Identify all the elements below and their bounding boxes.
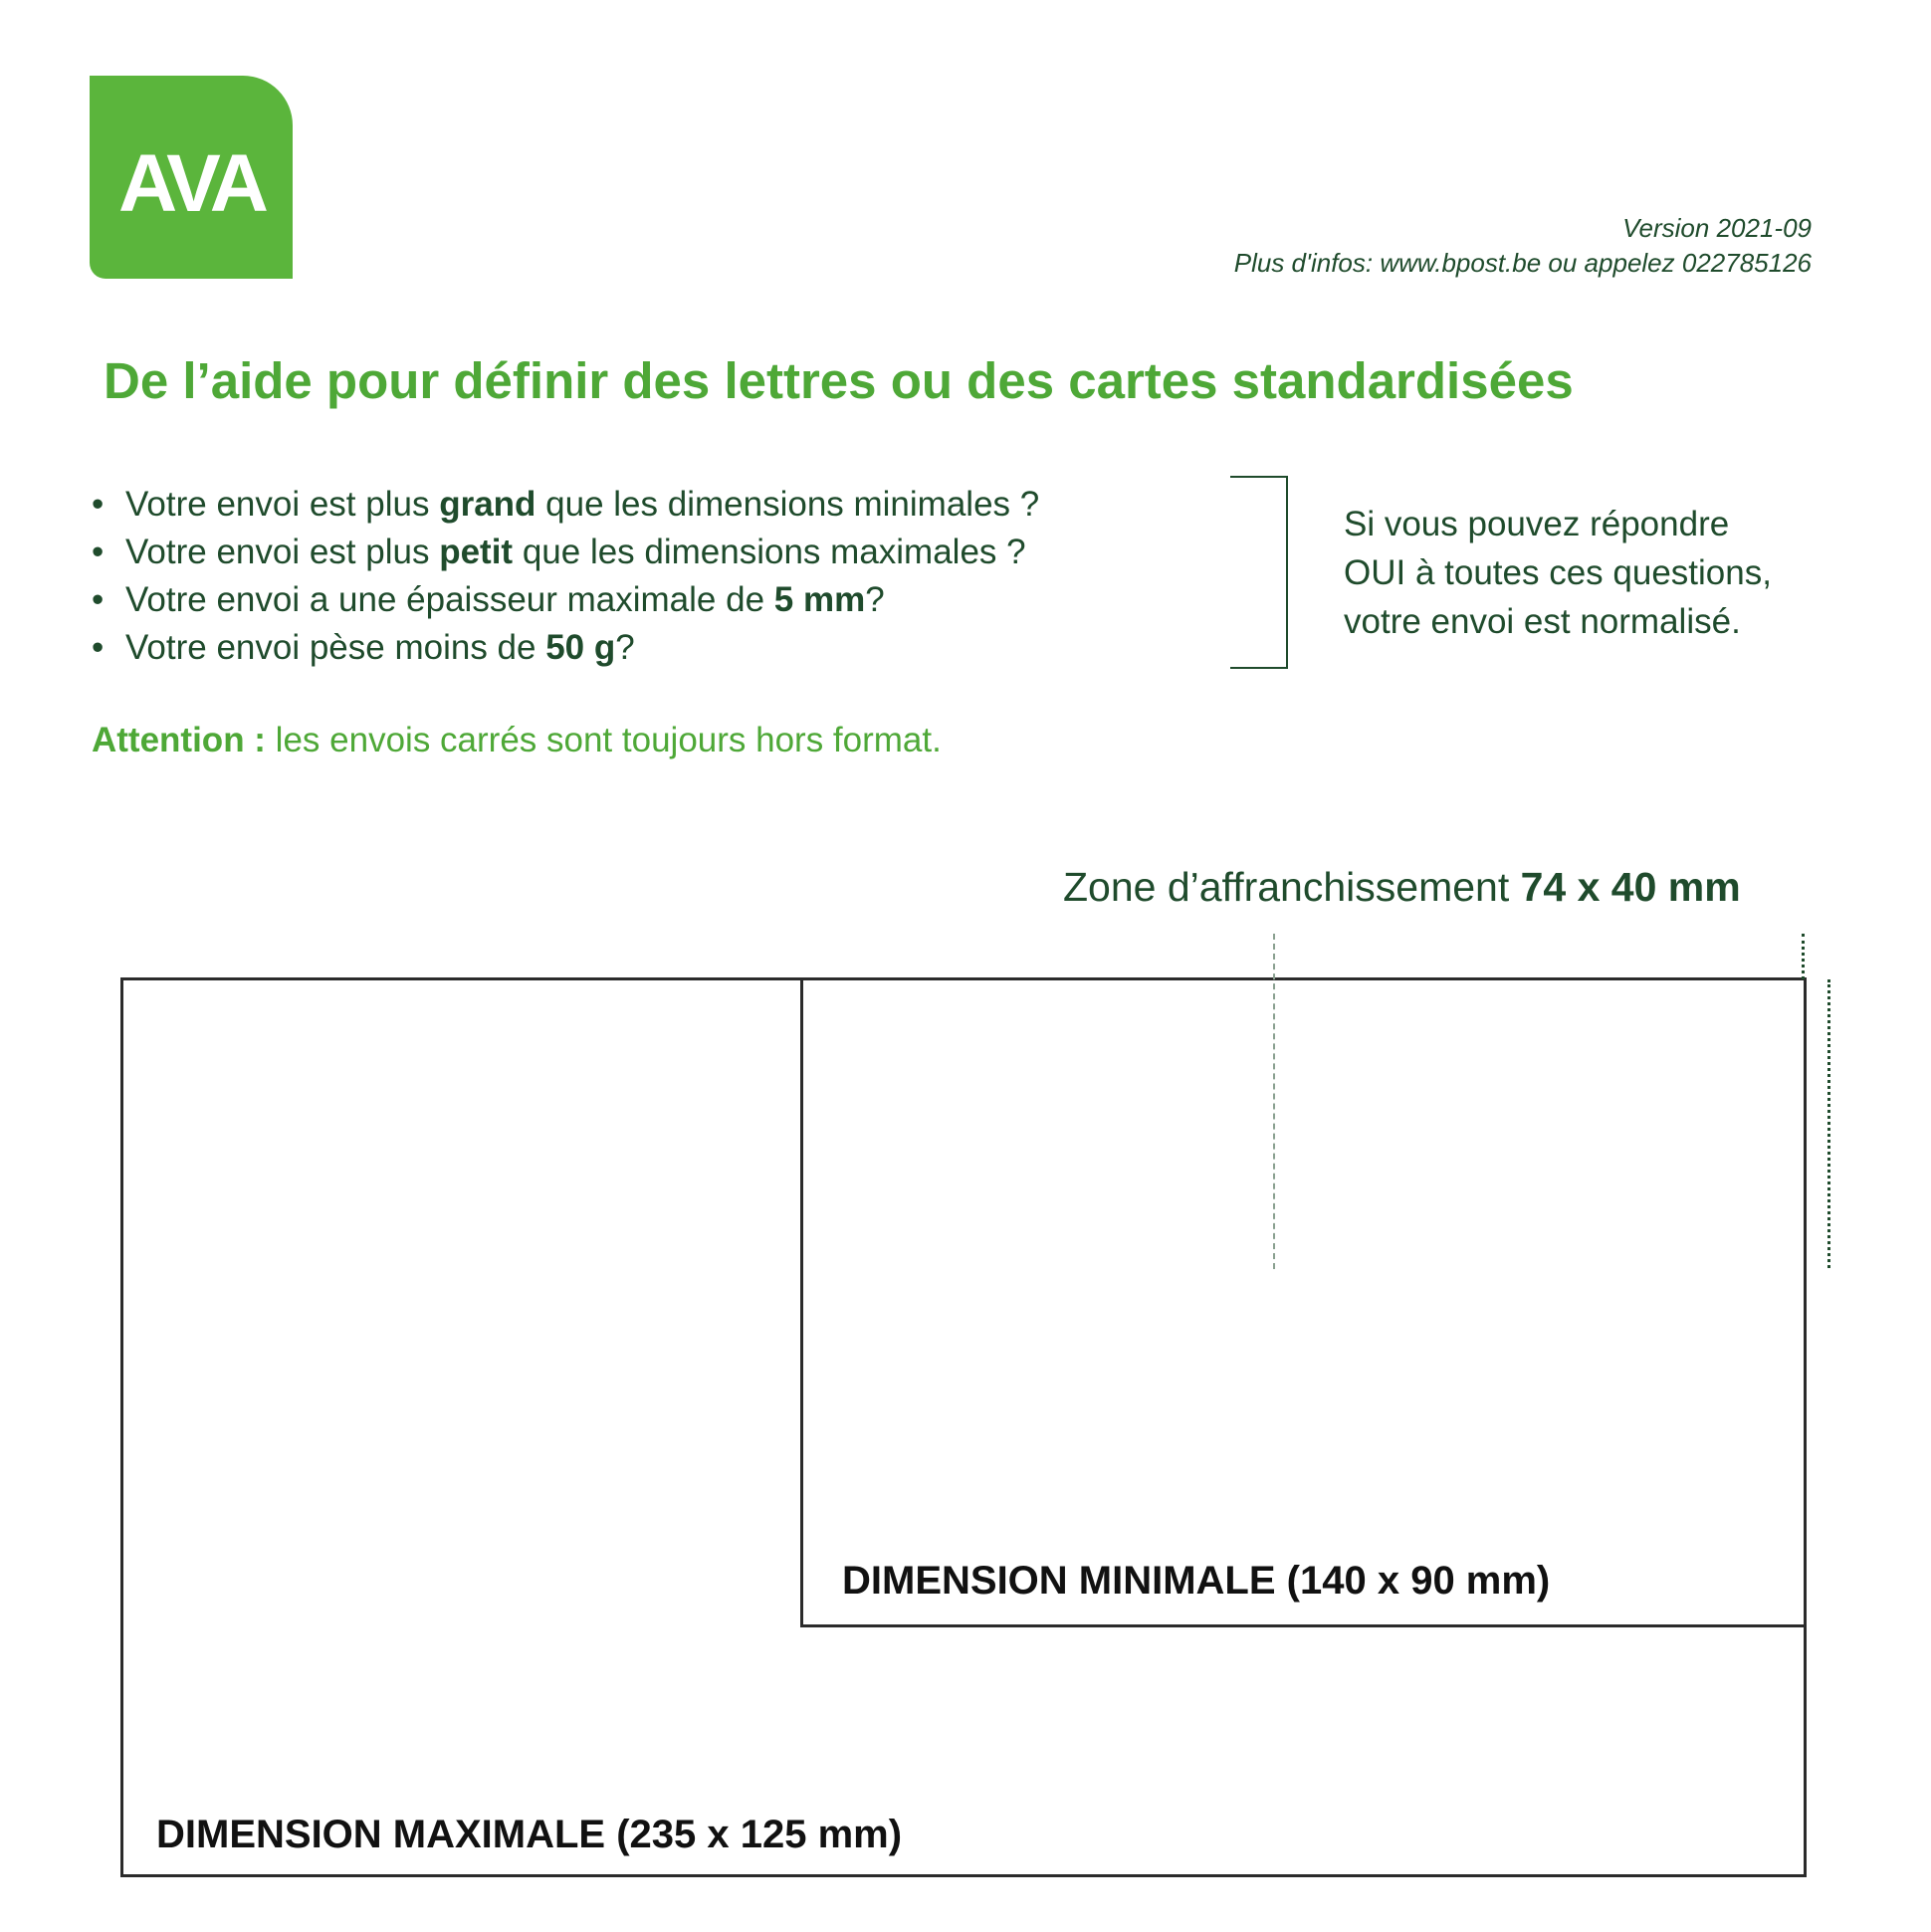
question-text-before: Votre envoi est plus xyxy=(125,533,440,571)
question-text-after: ? xyxy=(865,580,885,619)
question-item xyxy=(92,481,1039,529)
attention-text: les envois carrés sont toujours hors format. xyxy=(265,721,942,759)
info-text: Plus d'infos: www.bpost.be ou appelez 022785126 xyxy=(1233,248,1812,278)
page-title: De l’aide pour définir des lettres ou des cartes standardisées xyxy=(104,352,1574,409)
attention-note xyxy=(92,721,942,760)
question-item xyxy=(92,624,1039,672)
minimal-dimension-label: DIMENSION MINIMALE (140 x 90 mm) xyxy=(842,1559,1551,1603)
question-text-after: que les dimensions minimales ? xyxy=(536,485,1040,524)
stamp-zone-label xyxy=(1063,864,1741,911)
question-text-after: ? xyxy=(615,628,635,667)
header-info xyxy=(1234,211,1812,281)
version-text: Version 2021-09 xyxy=(1622,213,1812,243)
question-item xyxy=(92,529,1039,576)
answer-text xyxy=(1344,500,1861,646)
stamp-zone-left-guide xyxy=(1273,934,1275,1269)
bracket-divider xyxy=(1230,476,1288,669)
question-text-after: que les dimensions maximales ? xyxy=(513,533,1026,571)
stamp-zone-height-guide xyxy=(1827,979,1830,1268)
attention-label: Attention : xyxy=(92,721,266,759)
maximal-dimension-label: DIMENSION MAXIMALE (235 x 125 mm) xyxy=(156,1813,903,1856)
question-text-before: Votre envoi a une épaisseur maximale de xyxy=(125,580,774,619)
question-list xyxy=(92,481,1039,672)
stamp-zone-text: Zone d’affranchissement xyxy=(1063,864,1521,910)
logo-text: AVA xyxy=(118,138,264,229)
stamp-zone-size: 74 x 40 mm xyxy=(1520,864,1741,910)
question-bold: 5 mm xyxy=(773,580,866,619)
question-bold: petit xyxy=(439,533,514,571)
question-bold: 50 g xyxy=(545,628,616,667)
question-item xyxy=(92,576,1039,624)
ava-logo xyxy=(90,76,293,279)
answer-line-1: Si vous pouvez répondre xyxy=(1344,505,1730,543)
answer-line-3: votre envoi est normalisé. xyxy=(1344,602,1741,641)
answer-line-2: OUI à toutes ces questions, xyxy=(1344,553,1772,592)
minimal-dimension-box xyxy=(800,977,1807,1627)
question-text-before: Votre envoi est plus xyxy=(125,485,440,524)
stamp-zone-right-guide xyxy=(1802,934,1805,979)
question-text-before: Votre envoi pèse moins de xyxy=(125,628,546,667)
question-bold: grand xyxy=(439,485,536,524)
